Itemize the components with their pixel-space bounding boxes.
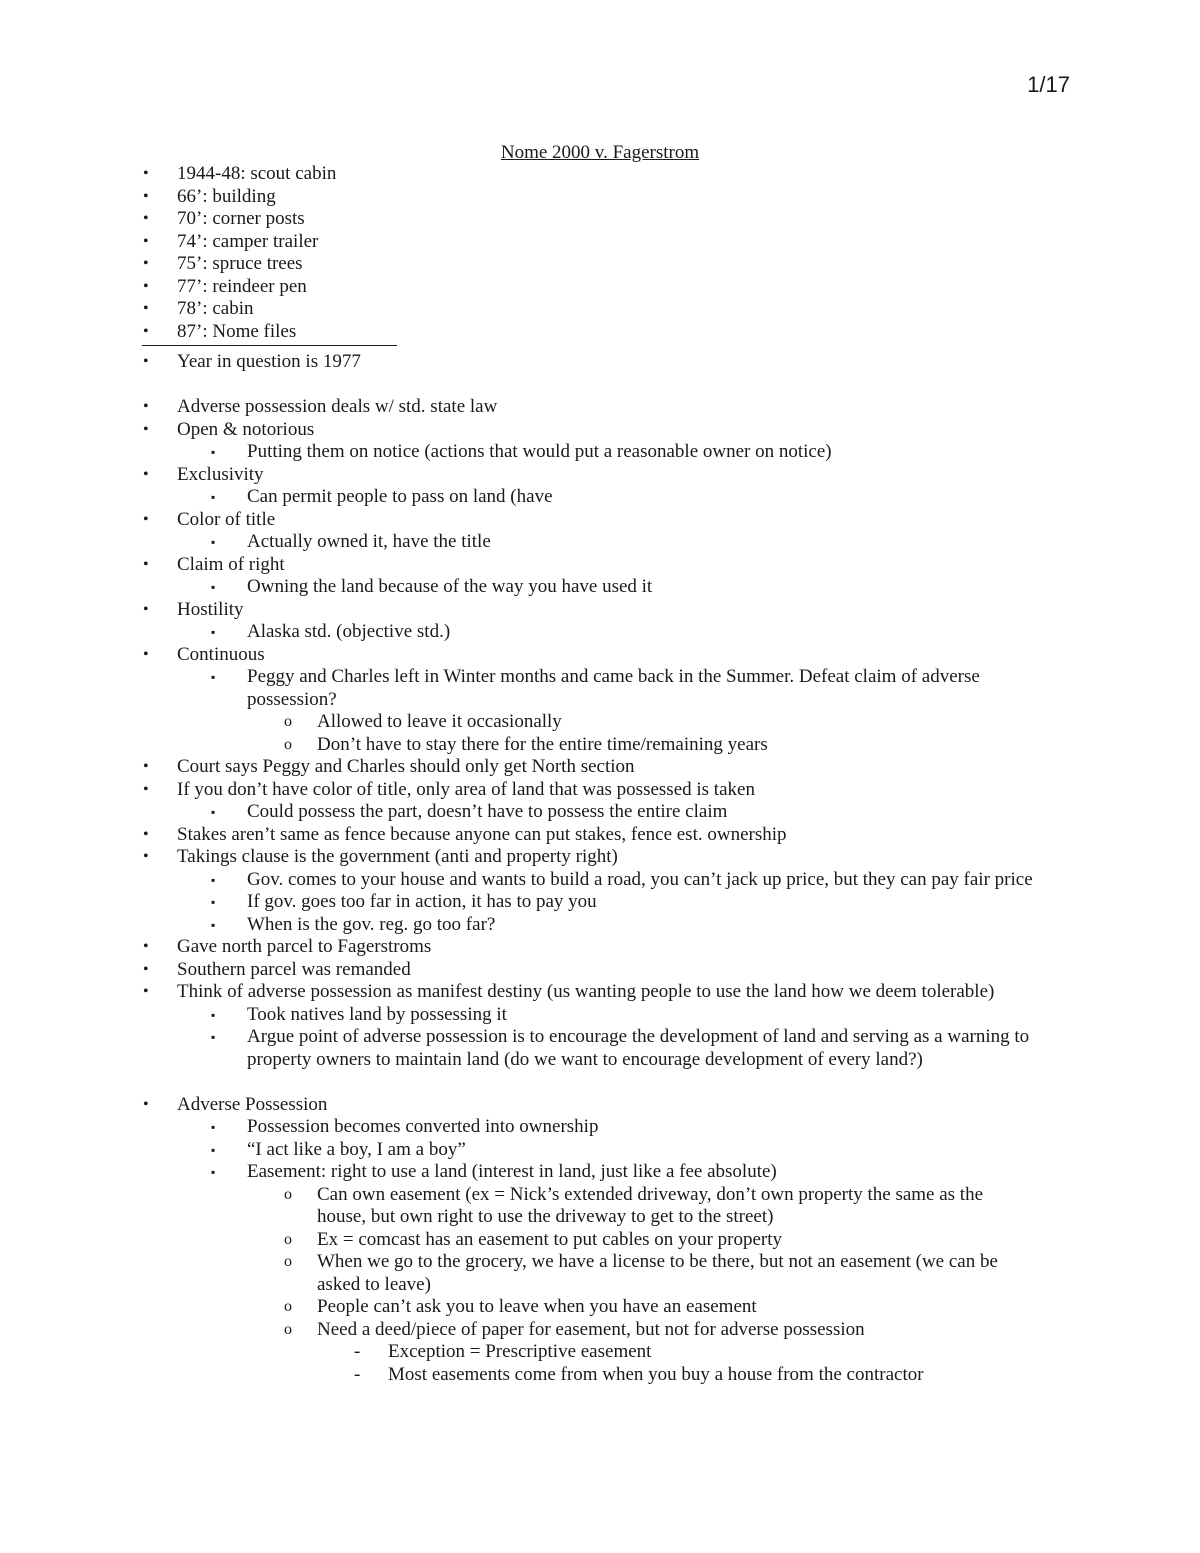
bullet-icon: • (143, 353, 149, 370)
bullet-icon: • (143, 555, 149, 573)
page-number: 1/17 (1027, 72, 1070, 97)
list-item-level-3 (0, 1251, 1200, 1296)
list-item-level-2 (0, 1026, 1200, 1071)
list-item-level-1 (0, 186, 1200, 209)
list-item-text: Exclusivity (177, 463, 264, 485)
list-item-level-1 (0, 298, 1200, 321)
list-item-level-1 (0, 276, 1200, 299)
notes-list (0, 163, 1200, 1386)
list-item-level-1 (0, 419, 1200, 442)
bullet-icon: ▪ (211, 895, 216, 909)
list-item-level-3 (0, 1296, 1200, 1319)
list-item-text: If you don’t have color of title, only area of land that was possessed is taken (177, 778, 755, 800)
list-item-level-1 (0, 208, 1200, 231)
bullet-icon: o (284, 1230, 292, 1248)
bullet-icon: • (143, 848, 149, 865)
list-item-level-3 (0, 1184, 1200, 1229)
bullet-icon: • (143, 510, 149, 528)
bullet-icon: • (143, 187, 149, 205)
bullet-icon: ▪ (211, 1142, 216, 1157)
list-item-level-1 (0, 464, 1200, 487)
list-item-text: 66’: building (177, 185, 276, 207)
list-item-text: Year in question is 1977 (177, 351, 361, 372)
list-item-level-2 (0, 801, 1200, 824)
list-item-level-2 (0, 869, 1200, 892)
list-item-text: People can’t ask you to leave when you have an easement (317, 1296, 757, 1317)
list-item-text: Stakes aren’t same as fence because anyone can put stakes, fence est. ownership (177, 823, 787, 845)
list-item-level-1 (0, 779, 1200, 802)
list-item-level-1 (0, 756, 1200, 779)
bullet-icon: • (143, 165, 149, 182)
list-item-level-2 (0, 1139, 1200, 1162)
bullet-icon: ▪ (211, 1007, 216, 1022)
list-item-level-3 (0, 734, 1200, 757)
bullet-icon: o (284, 713, 292, 730)
list-item-text: Alaska std. (objective std.) (247, 621, 451, 642)
list-item-text: Easement: right to use a land (interest in land, just like a fee absolute) (247, 1161, 777, 1182)
list-item-level-3 (0, 1229, 1200, 1252)
bullet-icon: • (143, 645, 149, 663)
list-item-level-1 (0, 644, 1200, 667)
bullet-icon: • (143, 322, 149, 340)
list-item-level-1 (0, 509, 1200, 532)
list-item-level-2 (0, 1116, 1200, 1139)
list-item-text: “I act like a boy, I am a boy” (247, 1138, 466, 1160)
list-item-text: Gov. comes to your house and wants to build a road, you can’t jack up price, but they can pay fair price (247, 868, 1033, 890)
horizontal-rule (0, 343, 1200, 351)
bullet-icon: • (143, 1095, 149, 1113)
list-item-text: Could possess the part, doesn’t have to possess the entire claim (247, 801, 728, 822)
bullet-icon: • (143, 420, 149, 438)
bullet-icon: o (284, 735, 292, 753)
list-item-text: 1944-48: scout cabin (177, 163, 337, 184)
bullet-icon: • (143, 960, 149, 978)
bullet-icon: o (284, 1298, 292, 1315)
list-item-text: Continuous (177, 643, 265, 665)
bullet-icon: • (143, 300, 149, 317)
list-item-text: 74’: camper trailer (177, 230, 319, 252)
list-item-text: Can own easement (ex = Nick’s extended driveway, don’t own property the same as the house, but own right to use the driveway to get to the street) (317, 1183, 984, 1227)
list-item-level-2 (0, 1004, 1200, 1027)
blank-line (0, 1071, 1200, 1094)
list-item-level-2 (0, 891, 1200, 914)
list-item-level-1 (0, 231, 1200, 254)
list-item-text: Court says Peggy and Charles should only get North section (177, 756, 635, 777)
list-item-level-1 (0, 253, 1200, 276)
list-item-text: Most easements come from when you buy a house from the contractor (388, 1363, 924, 1385)
blank-line (0, 374, 1200, 397)
bullet-icon: • (143, 825, 149, 843)
document-title: Nome 2000 v. Fagerstrom (500, 142, 700, 163)
list-item-text: Gave north parcel to Fagerstroms (177, 936, 432, 957)
bullet-icon: ▪ (211, 1165, 216, 1179)
bullet-icon: • (143, 210, 149, 227)
bullet-icon: • (143, 938, 149, 955)
list-item-text: Took natives land by possessing it (247, 1003, 507, 1025)
bullet-icon: • (143, 780, 149, 798)
list-item-level-2 (0, 1161, 1200, 1184)
list-item-level-4 (0, 1364, 1200, 1387)
bullet-icon: - (354, 1341, 361, 1362)
bullet-icon: • (143, 255, 149, 272)
list-item-level-3 (0, 1319, 1200, 1342)
list-item-text: Putting them on notice (actions that would put a reasonable owner on notice) (247, 441, 832, 462)
list-item-text: Exception = Prescriptive easement (388, 1341, 652, 1362)
bullet-icon: • (143, 232, 149, 250)
list-item-level-1 (0, 554, 1200, 577)
bullet-icon: ▪ (211, 1120, 216, 1134)
list-item-text: Color of title (177, 508, 276, 530)
list-item-text: Open & notorious (177, 418, 315, 440)
bullet-icon: - (354, 1363, 361, 1385)
list-item-text: 70’: corner posts (177, 208, 305, 229)
bullet-icon: ▪ (211, 872, 216, 887)
list-item-text: 78’: cabin (177, 298, 254, 319)
list-item-text: Think of adverse possession as manifest destiny (us wanting people to use the land how we deem tolerable) (177, 981, 995, 1002)
bullet-icon: ▪ (211, 805, 216, 819)
bullet-icon: ▪ (211, 917, 216, 932)
bullet-icon: • (143, 465, 149, 483)
list-item-level-1 (0, 1094, 1200, 1117)
list-item-text: Owning the land because of the way you have used it (247, 576, 653, 597)
list-item-text: Hostility (177, 598, 244, 620)
list-item-level-4 (0, 1341, 1200, 1364)
list-item-text: Possession becomes converted into ownership (247, 1116, 599, 1137)
list-item-level-1 (0, 846, 1200, 869)
list-item-text: Adverse possession deals w/ std. state law (177, 396, 498, 417)
bullet-icon: • (143, 758, 149, 775)
bullet-icon: ▪ (211, 670, 216, 684)
list-item-text: Can permit people to pass on land (have (247, 486, 553, 507)
list-item-level-3 (0, 711, 1200, 734)
list-item-level-1 (0, 959, 1200, 982)
list-item-level-2 (0, 576, 1200, 599)
bullet-icon: ▪ (211, 490, 216, 504)
list-item-level-2 (0, 666, 1200, 711)
list-item-level-1 (0, 599, 1200, 622)
list-item-level-2 (0, 486, 1200, 509)
list-item-text: Southern parcel was remanded (177, 958, 411, 980)
bullet-icon: o (284, 1185, 292, 1203)
list-item-level-1 (0, 936, 1200, 959)
list-item-text: 77’: reindeer pen (177, 275, 307, 297)
bullet-icon: o (284, 1320, 292, 1338)
list-item-level-1 (0, 396, 1200, 419)
list-item-text: 75’: spruce trees (177, 253, 303, 274)
bullet-icon: ▪ (211, 445, 216, 459)
list-item-text: 87’: Nome files (177, 320, 297, 342)
list-item-text: When is the gov. reg. go too far? (247, 913, 496, 935)
list-item-text: Need a deed/piece of paper for easement, but not for adverse possession (317, 1318, 865, 1340)
list-item-level-1 (0, 321, 1200, 344)
list-item-text: Actually owned it, have the title (247, 531, 491, 552)
list-item-text: Ex = comcast has an easement to put cables on your property (317, 1228, 782, 1250)
list-item-text: Takings clause is the government (anti and property right) (177, 846, 618, 867)
bullet-icon: • (143, 983, 149, 1000)
list-item-text: Peggy and Charles left in Winter months and came back in the Summer. Defeat claim of adverse possession? (247, 666, 980, 710)
list-item-level-2 (0, 914, 1200, 937)
list-item-text: Adverse Possession (177, 1093, 328, 1115)
list-item-level-1 (0, 981, 1200, 1004)
list-item-level-2 (0, 621, 1200, 644)
list-item-level-2 (0, 441, 1200, 464)
bullet-icon: ▪ (211, 1030, 216, 1044)
list-item-level-2 (0, 531, 1200, 554)
bullet-icon: • (143, 398, 149, 415)
list-item-level-1 (0, 824, 1200, 847)
bullet-icon: • (143, 600, 149, 618)
list-item-text: Argue point of adverse possession is to encourage the development of land and serving as a warning to property owners to maintain land (do we want to encourage development of every land?) (247, 1026, 1030, 1070)
bullet-icon: • (143, 277, 149, 295)
list-item-level-1 (0, 163, 1200, 186)
list-item-text: Don’t have to stay there for the entire time/remaining years (317, 733, 768, 755)
list-item-text: Allowed to leave it occasionally (317, 711, 562, 732)
bullet-icon: ▪ (211, 535, 216, 549)
list-item-text: If gov. goes too far in action, it has to pay you (247, 891, 597, 912)
bullet-icon: ▪ (211, 625, 216, 639)
bullet-icon: ▪ (211, 580, 216, 594)
list-item-level-1 (0, 351, 1200, 374)
list-item-text: When we go to the grocery, we have a license to be there, but not an easement (we can be asked to leave) (317, 1251, 998, 1295)
bullet-icon: o (284, 1253, 292, 1270)
list-item-text: Claim of right (177, 553, 285, 575)
